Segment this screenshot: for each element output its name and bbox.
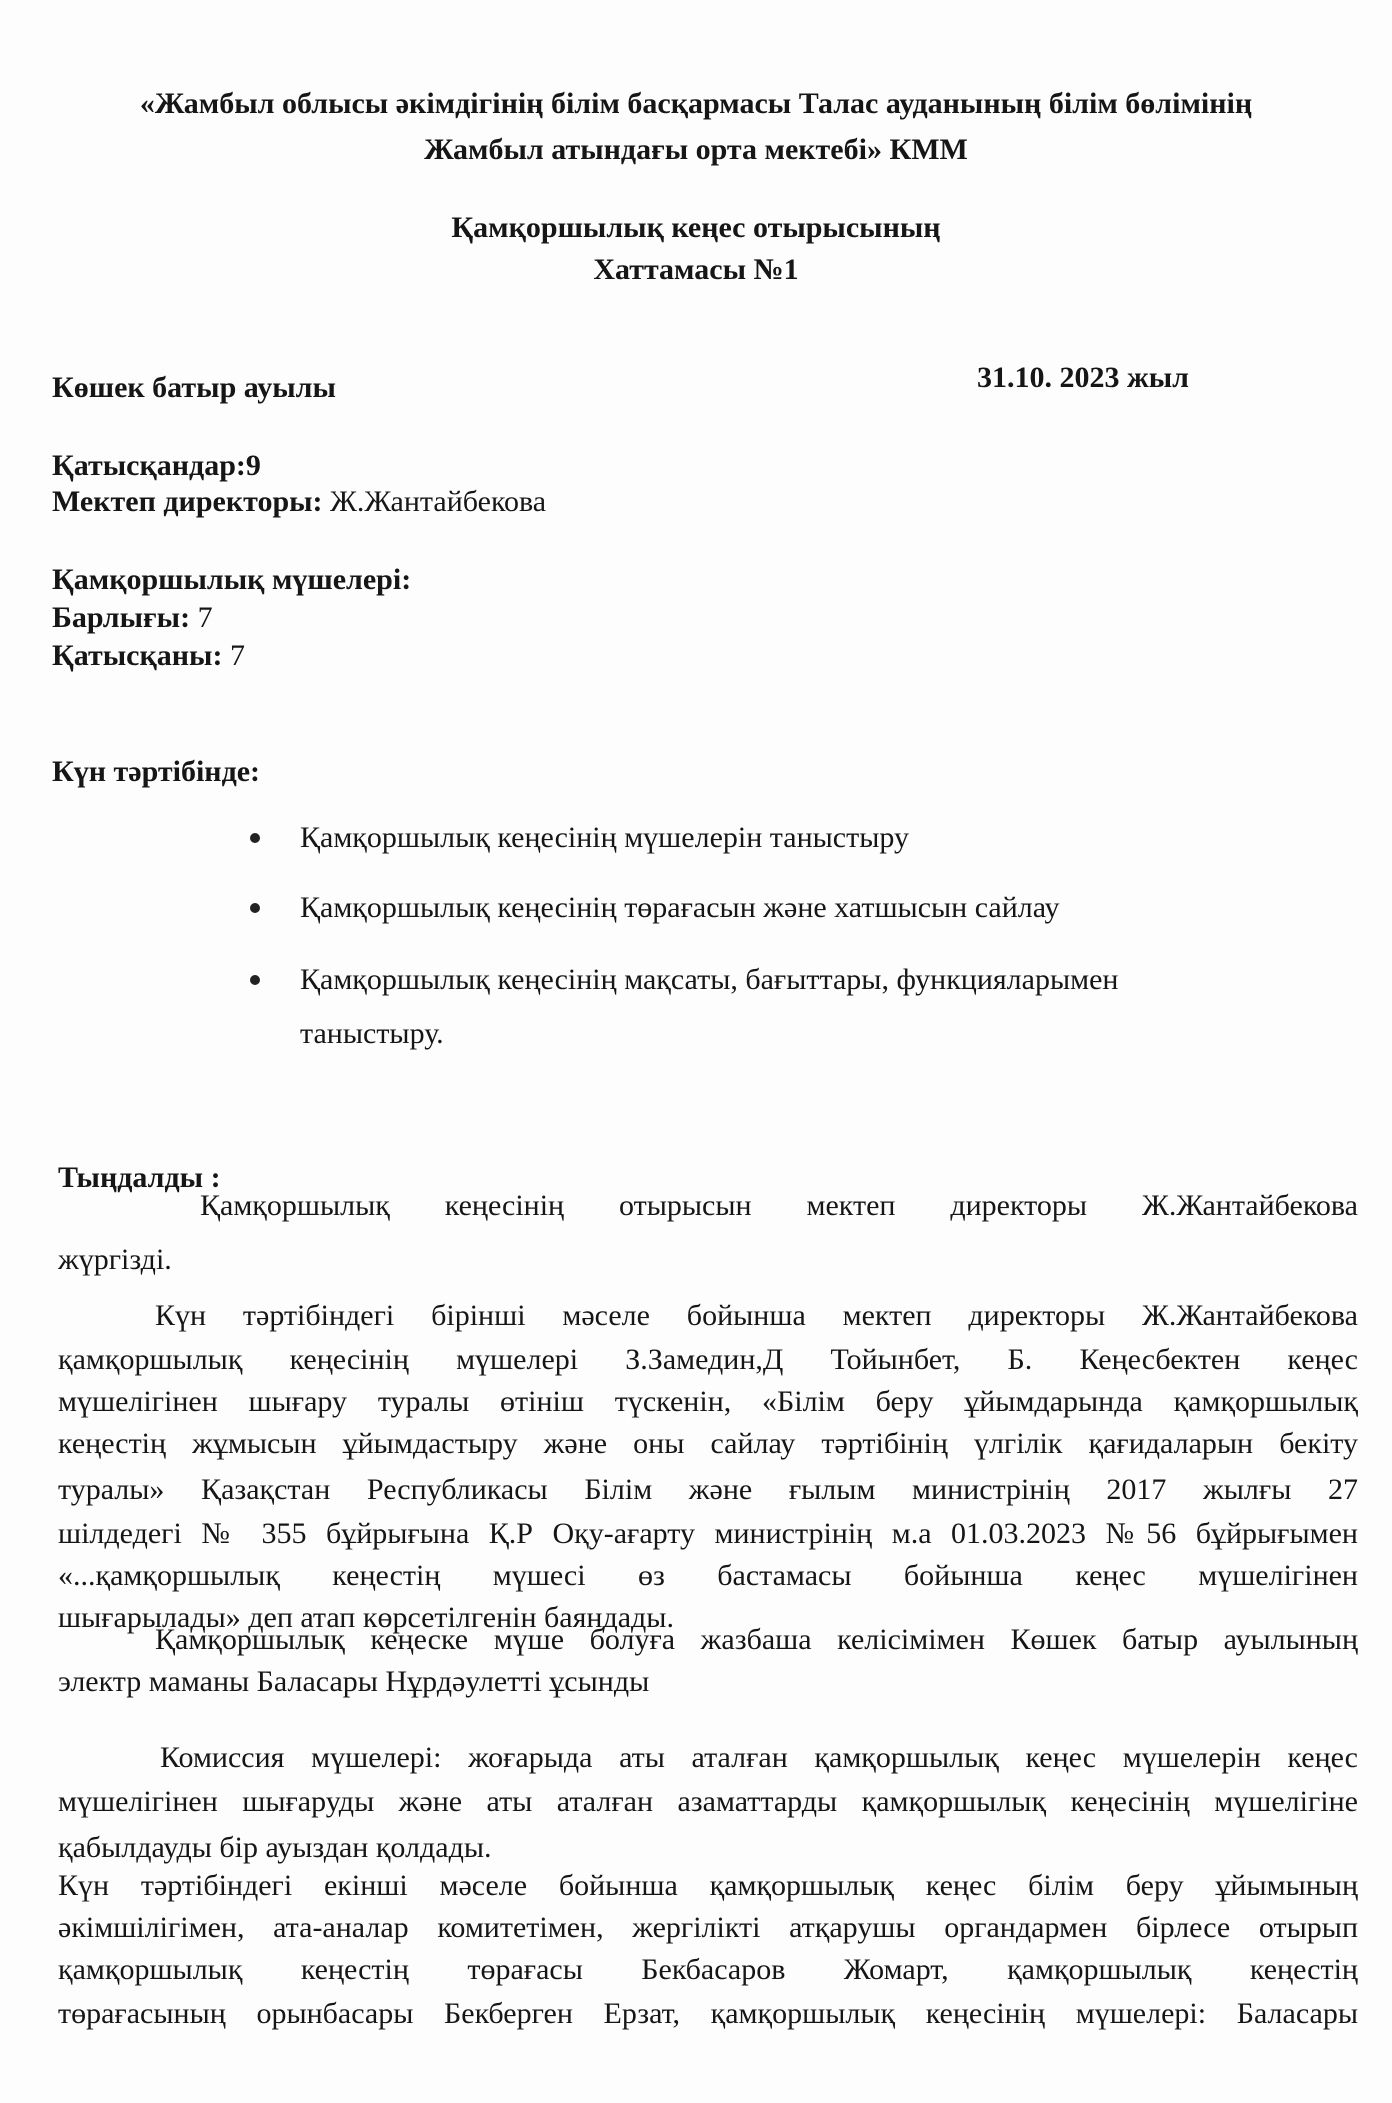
date: 31.10. 2023 жыл: [977, 361, 1190, 394]
members-total-row: [52, 600, 213, 636]
heard-p5-line-3: қамқоршылық кеңестің төрағасы Бекбасаров Жомарт, қамқоршылық кеңестің: [58, 1953, 1358, 1986]
heard-p2-line-5: туралы» Қазақстан Республикасы Білім және ғылым министрінің 2017 жылғы 27: [58, 1473, 1358, 1506]
heard-p2-line-3: мүшелігінен шығару туралы өтініш түскенін, «Білім беру ұйымдарында қамқоршылық: [58, 1385, 1358, 1418]
heard-p2-line-4: кеңестің жұмысын ұйымдастыру және оны сайлау тәртібінің үлгілік қағидаларын бекіту: [58, 1427, 1358, 1460]
agenda-item-1: Қамқоршылық кеңесінің мүшелерін таныстыру: [300, 821, 909, 854]
agenda-item-2: Қамқоршылық кеңесінің төрағасын және хатшысын сайлау: [300, 891, 1060, 924]
heard-p3-line-2: электр маманы Баласары Нұрдәулетті ұсынды: [58, 1665, 650, 1698]
heard-p2-line-1: Күн тәртібіндегі бірінші мәселе бойынша мектеп директоры Ж.Жантайбекова: [155, 1299, 1358, 1332]
heard-p2-line-2: қамқоршылық кеңесінің мүшелері З.Замедин,Д Тойынбет, Б. Кеңесбектен кеңес: [58, 1343, 1358, 1376]
director-name: Ж.Жантайбекова: [330, 485, 547, 518]
heard-p5-line-1: Күн тәртібіндегі екінші мәселе бойынша қамқоршылық кеңес білім беру ұйымының: [58, 1869, 1358, 1902]
members-present-label: Қатысқаны:: [52, 639, 223, 672]
members-total-label: Барлығы:: [52, 601, 191, 634]
heard-p2-line-8: шығарылады» деп атап көрсетілгенін баяндады.: [58, 1601, 674, 1634]
members-present-row: [52, 638, 245, 674]
place: Көшек батыр ауылы: [52, 371, 336, 404]
org-name-line-2: Жамбыл атындағы орта мектебі» КММ: [424, 133, 968, 166]
bullet-icon: [250, 903, 260, 913]
heard-p1-line-1: Қамқоршылық кеңесінің отырысын мектеп директоры Ж.Жантайбекова: [200, 1189, 1358, 1222]
members-present-value: 7: [229, 639, 245, 672]
bullet-icon: [250, 833, 260, 843]
heard-p4-line-1: Комиссия мүшелері: жоғарыда аты аталған қамқоршылық кеңес мүшелерін кеңес: [160, 1741, 1358, 1774]
members-heading: Қамқоршылық мүшелері:: [52, 563, 412, 596]
heard-p2-line-6: шілдедегі № 355 бұйрығына Қ.Р Оқу-ағарту министрінің м.а 01.03.2023 №56 бұйрығымен: [58, 1517, 1358, 1550]
heard-p5-line-4: төрағасының орынбасары Бекберген Ерзат, қамқоршылық кеңесінің мүшелері: Баласары: [58, 1997, 1358, 2030]
agenda-item-3-continued: таныстыру.: [300, 1017, 444, 1050]
bullet-icon: [250, 975, 260, 985]
director-label: Мектеп директоры:: [52, 485, 323, 518]
protocol-title-line-2: Хаттамасы №1: [593, 253, 799, 286]
members-total-value: 7: [197, 601, 213, 634]
attendees-count: Қатысқандар:9: [52, 449, 261, 482]
director-row: [52, 484, 546, 520]
agenda-heading: Күн тәртібінде:: [52, 755, 261, 788]
heard-p1-line-2: жүргізді.: [58, 1243, 172, 1276]
heard-heading: Тыңдалды :: [58, 1161, 221, 1194]
heard-p5-line-2: әкімшілігімен, ата-аналар комитетімен, жергілікті атқарушы органдармен бірлесе отырып: [58, 1911, 1358, 1944]
heard-p4-line-3: қабылдауды бір ауыздан қолдады.: [58, 1831, 492, 1864]
heard-p3-line-1: Қамқоршылық кеңеске мүше болуға жазбаша келісімімен Көшек батыр ауылының: [155, 1623, 1358, 1656]
agenda-item-3: Қамқоршылық кеңесінің мақсаты, бағыттары, функцияларымен: [300, 963, 1119, 996]
heard-p4-line-2: мүшелігінен шығаруды және аты аталған азаматтарды қамқоршылық кеңесінің мүшелігіне: [58, 1785, 1358, 1818]
heard-p2-line-7: «...қамқоршылық кеңестің мүшесі өз бастамасы бойынша кеңес мүшелігінен: [58, 1559, 1358, 1592]
org-name-line-1: «Жамбыл облысы әкімдігінің білім басқармасы Талас ауданының білім бөлімінің: [139, 87, 1253, 120]
protocol-title-line-1: Қамқоршылық кеңес отырысының: [451, 211, 941, 244]
